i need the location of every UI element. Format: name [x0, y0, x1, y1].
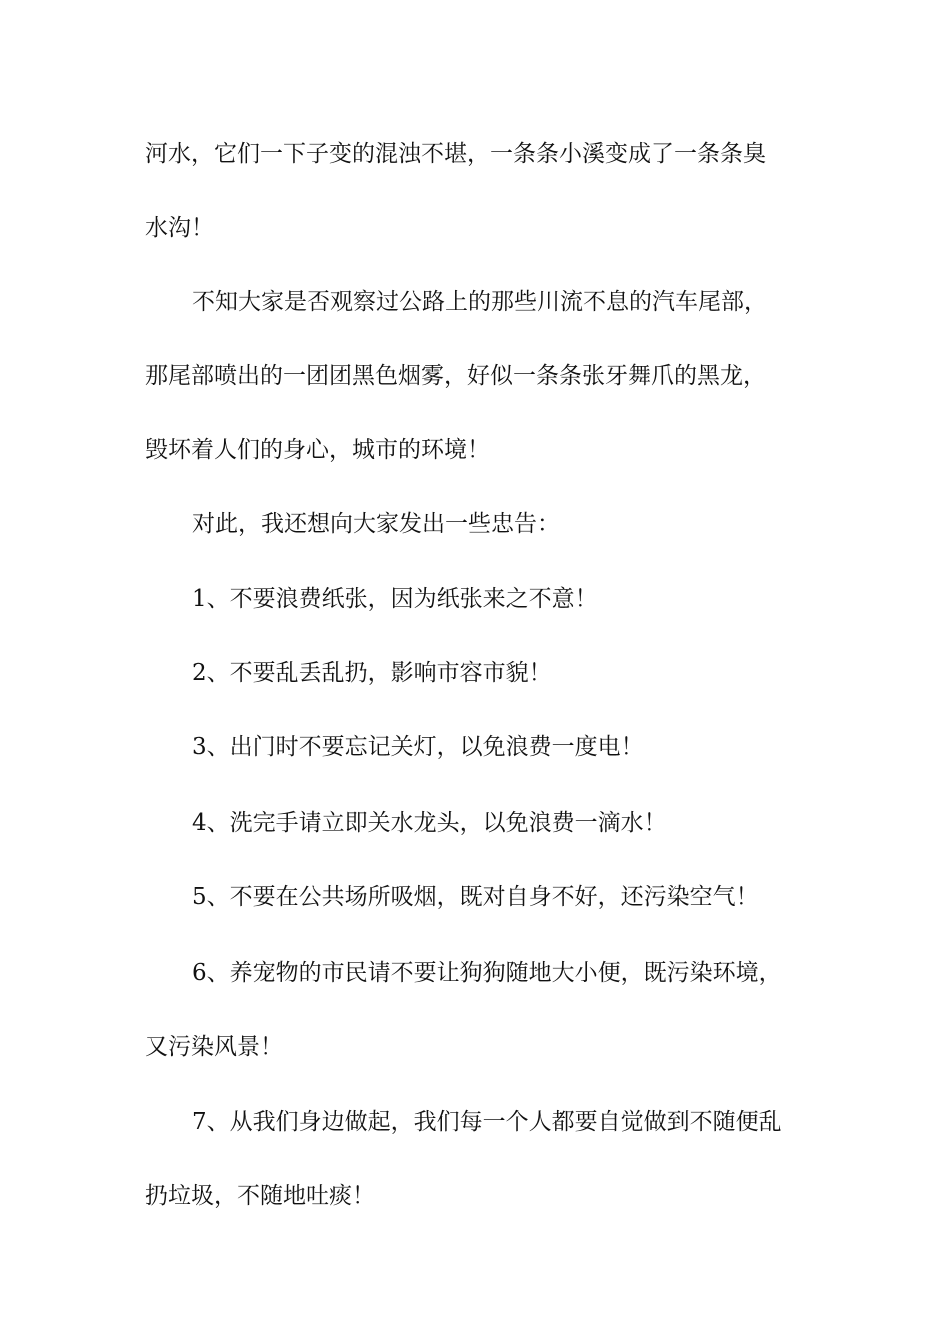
list-item: 3、出门时不要忘记关灯，以免浪费一度电！ — [192, 734, 644, 760]
list-item: 5、不要在公共场所吸烟，既对自身不好，还污染空气！ — [192, 884, 759, 910]
list-item: 4、洗完手请立即关水龙头，以免浪费一滴水！ — [192, 810, 667, 836]
list-item: 7、从我们身边做起，我们每一个人都要自觉做到不随便乱 — [192, 1109, 782, 1135]
text-line: 扔垃圾，不随地吐痰！ — [145, 1183, 375, 1209]
text-line: 水沟！ — [145, 215, 214, 241]
text-line: 那尾部喷出的一团团黑色烟雾，好似一条条张牙舞爪的黑龙， — [145, 363, 766, 389]
list-item: 6、养宠物的市民请不要让狗狗随地大小便，既污染环境， — [192, 960, 782, 986]
list-item: 2、不要乱丢乱扔，影响市容市貌！ — [192, 660, 552, 686]
text-line: 毁坏着人们的身心，城市的环境！ — [145, 437, 490, 463]
text-line: 又污染风景！ — [145, 1034, 283, 1060]
list-item: 1、不要浪费纸张，因为纸张来之不意！ — [192, 586, 598, 612]
paragraph-first-line: 不知大家是否观察过公路上的那些川流不息的汽车尾部， — [192, 289, 767, 315]
paragraph-first-line: 对此，我还想向大家发出一些忠告： — [192, 511, 560, 537]
text-line: 河水，它们一下子变的混浊不堪，一条条小溪变成了一条条臭 — [145, 141, 766, 167]
